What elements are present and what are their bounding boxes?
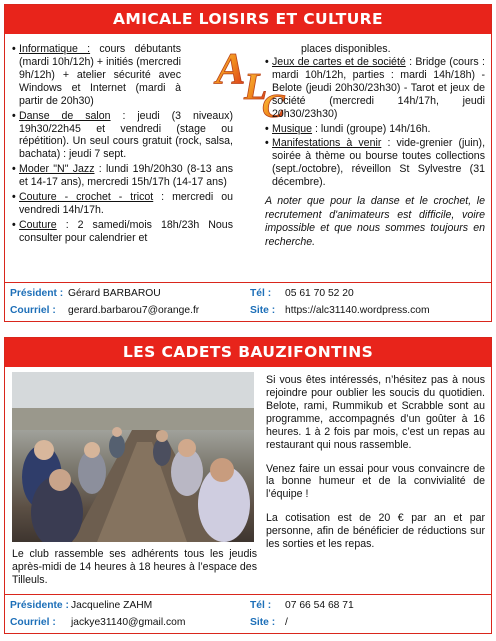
item-label: Musique xyxy=(272,122,313,135)
president-label: Présidente : xyxy=(10,600,69,611)
site-label: Site : xyxy=(250,617,276,628)
list-item xyxy=(12,219,233,245)
alc-title: AMICALE LOISIRS ET CULTURE xyxy=(5,5,491,34)
svg-text:C: C xyxy=(262,88,285,121)
item-text: : Bridge (cours : mardi 10h/12h, parties : mardi 14h/18h) - Belote (jeudi 20h30/23h30) - Tarot et jeux de société (mercredi 14h/17h, jeudi 20h30/23h30) xyxy=(272,55,485,120)
paragraph-2: Venez faire un essai pour vous convaincre de la bonne humeur et de la convivialité de l’équipe ! xyxy=(266,462,485,501)
cadets-card xyxy=(4,337,492,634)
item-label: Couture xyxy=(19,218,57,231)
item-text: : vide-grenier (juin), soirée à thème ou bourse toutes collections (sept./octobre), réveillon St Sylvestre (31 décembre). xyxy=(272,137,486,189)
list-item xyxy=(265,137,485,189)
courriel-label: Courriel : xyxy=(10,305,56,316)
courriel-value[interactable]: gerard.barbarou7@orange.fr xyxy=(68,305,200,316)
tel-value[interactable]: 07 66 54 68 71 xyxy=(285,600,354,611)
item-text: : lundi (groupe) 14h/16h. xyxy=(312,122,431,135)
alc-note: A noter que pour la danse et le crochet, le recrutement d'animateurs est difficile, voire impossible et que nous sommes toujours en recherche. xyxy=(265,195,485,248)
alc-left-column xyxy=(12,43,233,247)
site-label: Site : xyxy=(250,305,276,316)
list-item xyxy=(12,110,233,162)
list-item xyxy=(12,163,233,189)
tel-value[interactable]: 05 61 70 52 20 xyxy=(285,288,354,299)
item-label: Moder "N" Jazz xyxy=(19,163,95,176)
paragraph-1: Si vous êtes intéressés, n’hésitez pas à nous rejoindre pour oublier les soucis du quotidien. Belote, rami, Rummikub et Scrabble sont au programme, accompagnés d’un goûter à 16 heures. 1 à 2 fois par mois, c’est un repas au restaurant qui nous rassemble. xyxy=(266,374,485,451)
president-value: Gérard BARBAROU xyxy=(68,288,161,299)
cadets-footer xyxy=(5,594,491,633)
alc-card xyxy=(4,4,492,322)
courriel-value[interactable]: jackye31140@gmail.com xyxy=(71,617,186,628)
item-label: Danse de salon xyxy=(19,109,111,122)
item-text: cours débutants (mardi 10h/12h) + initiés (mercredi 9h/12h) + atelier sécurité avec Windows et Internet (mardi à partir de 20h30) xyxy=(19,43,181,107)
item-text: : mercredi ou vendredi 14h/17h. xyxy=(19,191,234,217)
cadets-left-text xyxy=(12,548,257,587)
item-label: Informatique : xyxy=(19,43,91,55)
meeting-text: Le club rassemble ses adhérents tous les jeudis après-midi de 14 heures à 18 heures à l’espace des Tilleuls. xyxy=(12,548,257,586)
alc-right-column xyxy=(265,43,485,249)
paragraph-3: La cotisation est de 20 € par an et par personne, afin de bénéficier de réductions sur les sorties et les repas. xyxy=(266,512,485,551)
site-value[interactable]: https://alc31140.wordpress.com xyxy=(285,305,430,316)
item-label: Manifestations à venir xyxy=(272,137,382,150)
list-item xyxy=(265,123,485,136)
list-item xyxy=(12,43,233,108)
cadets-title: LES CADETS BAUZIFONTINS xyxy=(5,338,491,367)
item-text: : lundi 19h/20h30 (8-13 ans et 14-17 ans), mercredi 15h/17h (14-17 ans) xyxy=(19,163,233,189)
tel-label: Tél : xyxy=(250,288,272,299)
item-label: Couture - crochet - tricot xyxy=(19,191,154,204)
item-text: : 2 samedi/mois 18h/23h Nous consulter pour calendrier et xyxy=(19,218,233,244)
alc-footer xyxy=(5,282,491,321)
president-label: Président : xyxy=(10,288,64,299)
list-item xyxy=(265,56,485,121)
site-value: / xyxy=(285,617,288,628)
courriel-label: Courriel : xyxy=(10,617,56,628)
list-item xyxy=(12,191,233,217)
cadets-right-column xyxy=(266,374,485,551)
tel-label: Tél : xyxy=(250,600,272,611)
item-text: : jeudi (3 niveaux) 19h30/22h45 et vendredi (stage ou répétition). Un seul cours gratuit (rock, salsa, bachata) : jeudi 7 sept. xyxy=(19,109,233,161)
group-photo xyxy=(12,372,254,542)
right-intro: places disponibles. xyxy=(301,43,391,55)
item-label: Jeux de cartes et de société xyxy=(272,55,406,68)
group-photo-illustration xyxy=(12,372,254,542)
svg-text:A: A xyxy=(216,44,246,93)
svg-text:L: L xyxy=(244,66,268,108)
president-value: Jacqueline ZAHM xyxy=(71,600,153,611)
